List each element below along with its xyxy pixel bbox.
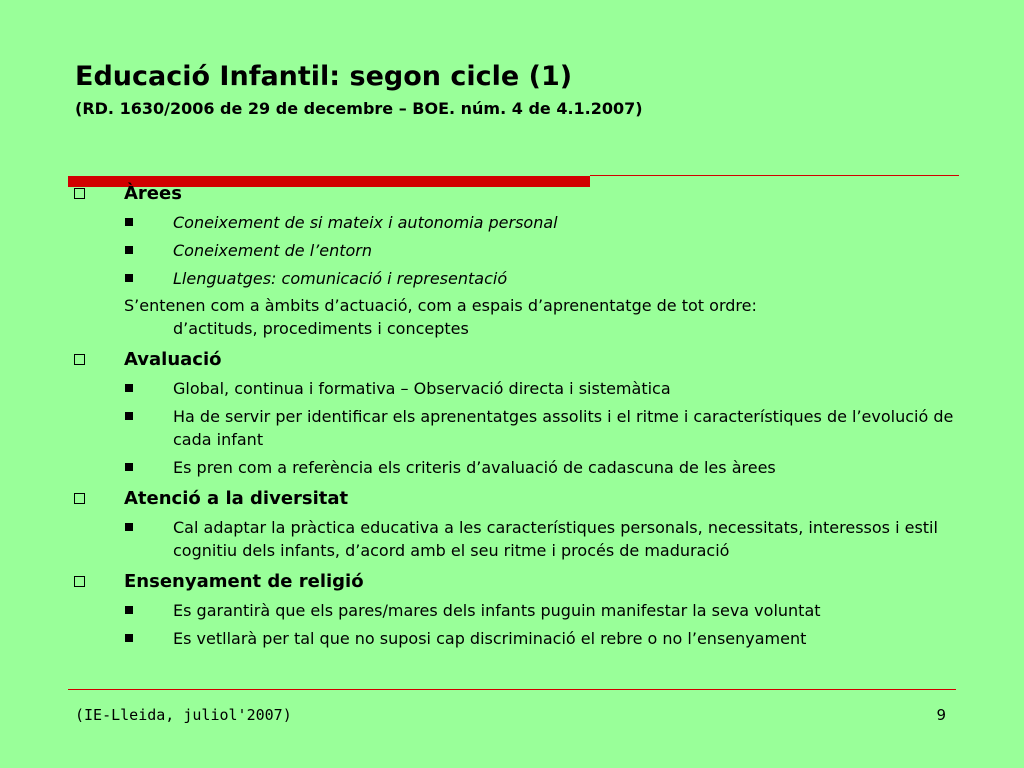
list-item xyxy=(0,239,1024,262)
list-item xyxy=(0,377,1024,400)
slide-body xyxy=(0,182,1024,650)
hollow-square-bullet-icon xyxy=(74,188,85,199)
title-underline-thin xyxy=(590,175,959,176)
filled-square-bullet-icon xyxy=(125,384,133,392)
filled-square-bullet-icon xyxy=(125,634,133,642)
filled-square-bullet-icon xyxy=(125,463,133,471)
list-item-text: Es pren com a referència els criteris d’avaluació de cadascuna de les àrees xyxy=(173,458,776,477)
list-item xyxy=(0,516,1024,562)
hollow-square-bullet-icon xyxy=(74,576,85,587)
list-item xyxy=(0,627,1024,650)
list-item xyxy=(0,405,1024,451)
filled-square-bullet-icon xyxy=(125,274,133,282)
section-heading-arees xyxy=(0,182,1024,206)
filled-square-bullet-icon xyxy=(125,412,133,420)
section-heading-label: Àrees xyxy=(124,183,182,204)
hollow-square-bullet-icon xyxy=(74,493,85,504)
list-item-text: Es vetllarà per tal que no suposi cap discriminació el rebre o no l’ensenyament xyxy=(173,629,807,648)
list-item xyxy=(0,211,1024,234)
page-number: 9 xyxy=(936,706,946,724)
list-item-text: Coneixement de l’entorn xyxy=(173,241,373,260)
list-item-text: Llenguatges: comunicació i representació xyxy=(173,269,508,288)
section-heading-label: Avaluació xyxy=(124,349,222,370)
section-heading-religio xyxy=(0,570,1024,594)
list-item-text: Global, continua i formativa – Observació directa i sistemàtica xyxy=(173,379,671,398)
hollow-square-bullet-icon xyxy=(74,354,85,365)
filled-square-bullet-icon xyxy=(125,606,133,614)
list-item xyxy=(0,456,1024,479)
list-item-text: Ha de servir per identificar els aprenentatges assolits i el ritme i característiques de l’evolució de cada infant xyxy=(173,407,954,449)
list-item-text: Coneixement de si mateix i autonomia personal xyxy=(173,213,558,232)
section-heading-avaluacio xyxy=(0,348,1024,372)
list-item xyxy=(0,599,1024,622)
footer-source: (IE-Lleida, juliol'2007) xyxy=(75,706,292,724)
section-heading-diversitat xyxy=(0,487,1024,511)
footer-divider xyxy=(68,689,956,690)
list-item-text: Es garantirà que els pares/mares dels infants puguin manifestar la seva voluntat xyxy=(173,601,821,620)
section-heading-label: Atenció a la diversitat xyxy=(124,488,349,509)
list-item-text: Cal adaptar la pràctica educativa a les característiques personals, necessitats, interessos i estil cognitiu dels infants, d’acord amb el seu ritme i procés de maduració xyxy=(173,518,938,560)
filled-square-bullet-icon xyxy=(125,246,133,254)
list-item xyxy=(0,267,1024,290)
section-heading-label: Ensenyament de religió xyxy=(124,571,364,592)
areas-note-line1: S’entenen com a àmbits d’actuació, com a espais d’aprenentatge de tot ordre: xyxy=(124,296,757,315)
filled-square-bullet-icon xyxy=(125,523,133,531)
slide-subtitle: (RD. 1630/2006 de 29 de decembre – BOE. núm. 4 de 4.1.2007) xyxy=(75,99,643,118)
areas-note-line2: d’actituds, procediments i conceptes xyxy=(173,319,469,338)
slide-title: Educació Infantil: segon cicle (1) xyxy=(75,61,573,92)
filled-square-bullet-icon xyxy=(125,218,133,226)
areas-note xyxy=(0,294,1024,340)
